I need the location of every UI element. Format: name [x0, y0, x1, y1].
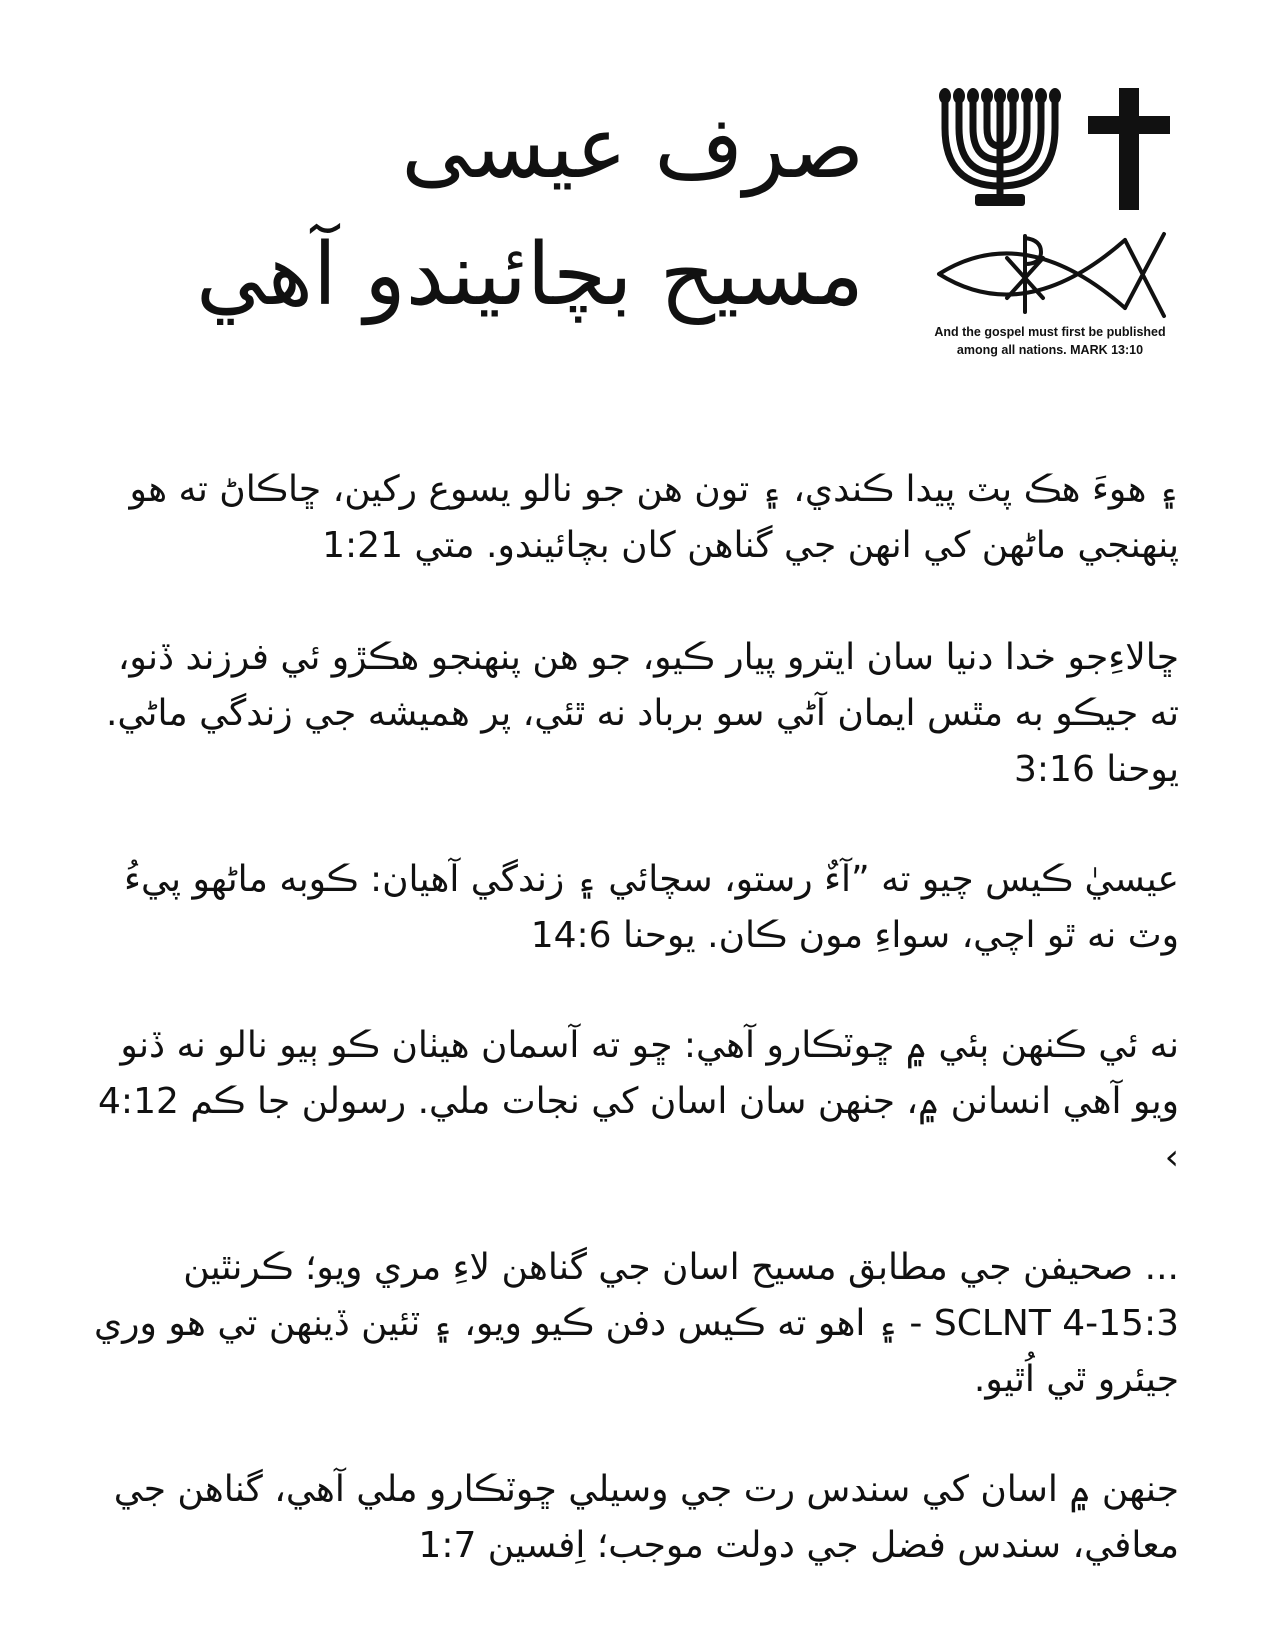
- verse-paragraph: ۽ هوءَ هڪ پٽ پيدا ڪندي، ۽ تون هن جو نالو يسوع رکين، ڇاڪاڻ ته هو پنهنجي ماڻهن کي انهن جي گناهن کان بچائيندو. متي 1:21: [129, 469, 1179, 566]
- page-title-line-2: مسيح بچائيندو آهي: [195, 225, 864, 325]
- verse-paragraph: عيسيٰ ڪيس چيو ته ”آءٌ رستو، سچائي ۽ زندگي آهيان: ڪوبه ماڻهو پيءُ وٽ نه ٿو اچي، سواءِ مون ڪان. يوحنا 14:6: [124, 859, 1179, 956]
- caption-line-2: among all nations. MARK 13:10: [956, 343, 1144, 357]
- page-title-line-1: صرف عيسى: [401, 98, 864, 198]
- cross-icon: [1088, 88, 1170, 210]
- verse-paragraph: جنهن ۾ اسان کي سندس رت جي وسيلي ڇوٽڪارو ملي آهي، گناهن جي معافي، سندس فضل جي دولت موجب؛ اِفسين 1:7: [113, 1469, 1179, 1566]
- verse-paragraph: نه ئي ڪنهن ٻئي ۾ ڇوٽڪارو آهي: ڇو ته آسمان هيٺان ڪو ٻيو نالو نه ڏنو ويو آهي انسانن ۾، جنهن سان اسان کي نجات ملي. رسولن جا ڪم 4:12 ›: [98, 1025, 1179, 1178]
- menorah-icon: [935, 88, 1065, 210]
- scripture-caption: [900, 323, 1200, 359]
- verse-paragraph: ڇالاءِجو خدا دنيا سان ايترو پيار ڪيو، جو هن پنهنجو هڪڙو ئي فرزند ڏنو، ته جيڪو به مٿس ايمان آڻي سو برباد نه ٿئي، پر هميشه جي زندگي ماڻي. يوحنا 3:16: [105, 637, 1179, 790]
- caption-line-1: And the gospel must first be published: [934, 325, 1166, 339]
- verse-paragraph: ... صحيفن جي مطابق مسيح اسان جي گناهن لاءِ مري ويو؛ ڪرنٿين SCLNT 4-15:3 - ۽ اهو ته ڪيس دفن ڪيو ويو، ۽ ٽئين ڏينهن تي هو وري جيئرو ٿي اُٿيو.: [93, 1247, 1179, 1400]
- ichthys-chi-rho-icon: [935, 226, 1168, 322]
